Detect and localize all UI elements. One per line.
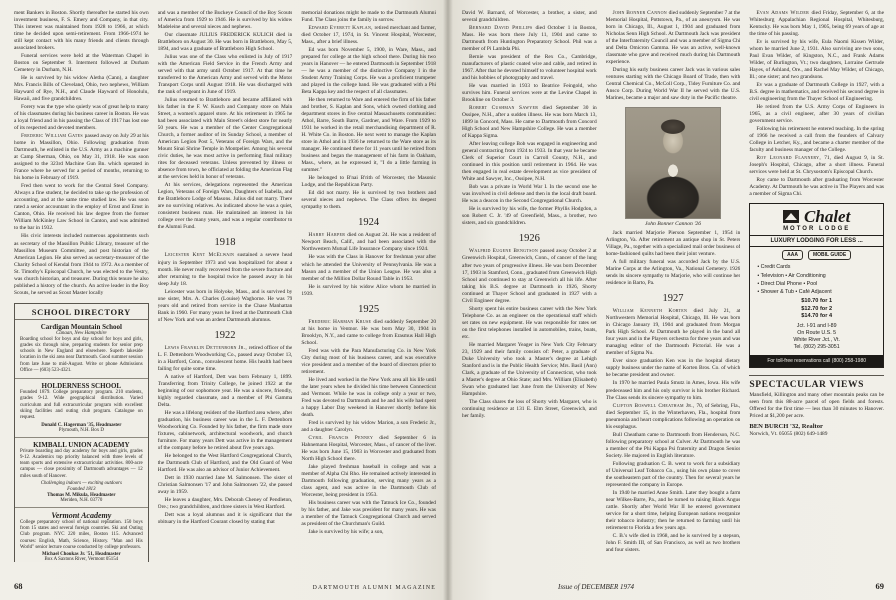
deceased-name: Clifton Boswell Cheatham Jr.,: [612, 402, 697, 409]
amenity-item: • Television • Air Conditioning: [757, 272, 876, 280]
obituary-paragraph: ment Bankers in Boston. Shortly thereafter he started his own investment business, F. S. Emery and Company, in that city. This interest was maintained from 1928 to 1966, at which time he decided upon semi-retirement. From 1966-1974 he still kept contact with his many friends and clients through associated brokers.: [14, 10, 149, 52]
class-year-heading: 1922: [214, 329, 236, 341]
deceased-name: Robert Cushman Sawyer: [469, 105, 543, 112]
chalet-motor-lodge-ad: [749, 203, 884, 368]
headmaster-line: Thomas M. Mikula, Headmaster: [47, 492, 116, 498]
deceased-name: Walfrid Eugene Bengtson: [469, 248, 541, 255]
headmaster-line: Michael Choukas Jr. '51, Headmaster: [42, 552, 121, 558]
obituary-paragraph: Ed did not marry. He is survived by two brothers and several nieces and nephews. The Class offers its deepest sympathy to them.: [301, 190, 436, 211]
obituary-text-flow: [14, 10, 149, 297]
rate-line: $12.70 for 2: [801, 305, 833, 312]
obituary-paragraph: Frederic Harman Kruse died suddenly September 20 at his home in Ventnor. He was born May 30, 1904 in Brooklyn, N.Y., and came to college from Erasmus Hall High School.: [301, 318, 436, 346]
school-name: KIMBALL UNION ACADEMY: [33, 440, 130, 449]
school-ad-body: Founded 1879. College preparatory program. 210 students, grades 9-12. Wide geographical distribution. Varied curriculum and full extracurricular program with excellent skiing facilities and outing club program. Catalogue on request.: [20, 390, 143, 421]
class-year-heading: 1918: [214, 237, 236, 249]
school-directory-title: SCHOOL DIRECTORY: [15, 304, 148, 320]
mobil-guide-badge: MOBIL GUIDE: [808, 250, 851, 260]
school-ad-kimball-union: [15, 438, 148, 508]
location-line: On Route U.S. 5: [797, 330, 837, 336]
chalet-location: [750, 322, 883, 354]
school-name: Cardigan Mountain School: [40, 322, 122, 331]
portrait-caption: John Bonner Cannon '26: [644, 221, 702, 228]
obituary-paragraph: Ev is survived by his wife, Eula Naomi Kissen Wilder, whom he married June 2, 1931. Also surviving are two sons, Paul Evan Wilder, of Kingston, N.C., and Frank Adams Wilder, of Burlington, Vt.; two daughters, Lorraine Gertrude Hayes, of Ashland, Ore., and Rachel May Wilder, of Chicago, Ill.; one sister; and two grandsons.: [749, 39, 884, 81]
right-column-3: [749, 10, 884, 562]
views-ad-title: SPECTACULAR VIEWS: [749, 380, 864, 391]
obituary-paragraph: Walfrid Eugene Bengtson passed away October 2 at Greenwich Hospital, Greenwich, Conn., of cancer of the lung after two years of progressive illness. He was born December 17, 1903 in Stamford, Conn., graduated from Greenwich High School and continued to stay at Greenwich all his life. After taking his B.S. degree at Dartmouth in 1926, Shorty continued at Thayer School and graduated in 1927 with a Civil Engineer degree.: [462, 248, 597, 304]
deceased-name: Cyril Francis Penney: [308, 434, 380, 441]
obituary-paragraph: Shorty spent his entire business career with the New York Telephone Co. as an engineer on the operational staff which set rates on new equipment. He was responsible for rates set on the first telephones installed in automobiles, trains, boats, etc.: [462, 305, 597, 340]
obituary-paragraph: He was with the Class in Hanover for freshman year after which he attended the University of Pennsylvania. He was a Mason and a member of the Union League. He was also a member of the Million Dollar Round Table in 1953.: [301, 254, 436, 282]
obituary-paragraph: He married Margaret Yeager in New York City February 23, 1929 and their family consists of: Peter, a graduate of Duke University who took a Master's degree at Lehigh Stanford and is in the Public Health Service; Mrs. Basil (Ann) Clark, a graduate of the University of Connecticut, who took a Master's degree at Ohio State; and Mrs. William (Elisabeth) Swan who graduated last June from the University of New Hampshire.: [462, 341, 597, 397]
school-address-line: Meriden, N.H. 03770: [60, 497, 103, 503]
obituary-paragraph: Our classmate JULIUS FREDERICK KULICH died in Brattleboro on August 30. He was born in Brattleboro, May 5, 1894, and was a graduate of Brattleboro High School.: [157, 32, 293, 53]
obituary-text-flow: [606, 10, 741, 102]
right-column-1: [462, 10, 597, 562]
obituary-paragraph: Lewis Franklin Dettenborn Jr., retired officer of the L. F. Dettenborn Woodworking Co., passed away October 13, in a Hartford, Conn., convalescent home. His health had been failing for quite some time.: [157, 344, 293, 372]
deceased-name: Roy Leonard Flannery,: [756, 155, 825, 162]
left-page-footer: [14, 581, 436, 591]
school-ad-founded-line: Founded 1813: [67, 486, 96, 492]
aaa-badge: AAA: [782, 250, 803, 260]
views-ad-body: Mansfield, Killington and many other mountain peaks can be seen from this 88-acre parcel of open fields and forests. Offered for the first time — less than 30 minutes to Hanover. Priced at $1,200 per acre.: [749, 392, 884, 420]
deceased-name: Evan Adams Wilder: [756, 10, 812, 16]
obituary-paragraph: Julius was one of the Class who enlisted in July of 1917 with the American Field Service in the French Army and served with that army until October 1917. At that time he transferred to the American Army and served with the Motor Transport Corps until August 1918. He was discharged with the rank of sergeant in June of 1919.: [157, 54, 293, 96]
deceased-name: Harry Harper: [308, 232, 348, 239]
obituary-paragraph: Edward Everett Kaplan, retired merchant and farmer, died October 17, 1974, in St. Vincent Hospital, Worcester, Mass., after a brief illness.: [301, 25, 436, 46]
magazine-name: DARTMOUTH ALUMNI MAGAZINE: [312, 585, 436, 591]
obituary-paragraph: Harry Harper died on August 24. He was a resident of Newport Beach, Calif., and had been associated with the Northwestern Mutual Life Insurance Company since 1924.: [301, 232, 436, 253]
school-name: Vermont Academy: [51, 510, 112, 520]
left-column-3: [301, 10, 436, 562]
deceased-name: Leicester Kent McElwain: [164, 252, 238, 259]
class-year-heading: 1925: [358, 303, 380, 315]
school-ad-body: Boarding school for boys and day school for boys and girls, grades six through nine, preparing students for senior prep schools in New England and elsewhere. Superb lakeside location in the ski area near Dartmouth. Good summer session from late June to mid-August. Write or phone Admissions Office — (603) 523-4321.: [20, 336, 143, 373]
obituary-paragraph: Roy Leonard Flannery, 71, died August 9, in St. Joseph's Hospital, Chicago, after a short illness. Funeral services were held at St. Chrysostom's Episcopal Church.: [749, 155, 884, 176]
obituary-paragraph: Jake is survived by his wife; a son,: [308, 529, 384, 536]
obituary-paragraph: He is survived by his wife, the former Phyllis Hodgdon, a son Robert C. Jr. '49 of Greenfield, Mass., a brother, two sisters, and six grandchildren.: [462, 206, 597, 227]
obituary-paragraph: Jake played freshman baseball in college and was a member of Alpha Chi Rho. He remained actively interested in Dartmouth following graduation, serving many years as a class agent, and was active in the Dartmouth Club of Worcester, being president in 1953.: [301, 463, 436, 498]
location-line: Jct. I-91 and I-89: [796, 322, 837, 329]
obituary-paragraph: memorial donations might be made to the Dartmouth Alumni Fund. The Class joins the family in sorrow.: [301, 10, 436, 24]
obituary-paragraph: Fred was with the Para Manufacturing Co. in New York City during most of his business career, and was executive vice president and a member of the board of directors prior to retirement.: [301, 347, 436, 375]
obituary-paragraph: Bob was a private in World War I. In the second one he was involved in civil defense and then in the local draft board. He was a deacon in the Second Congregational Church.: [462, 184, 597, 205]
school-directory-ad: [14, 303, 149, 562]
page-right: [448, 0, 896, 600]
portrait-figure: [625, 107, 721, 227]
right-page-columns: [462, 10, 884, 562]
obituary-paragraph: Leicester Kent McElwain sustained a severe head injury in September 1973 and was hospitalized for about a month. He never really recovered from the severe fracture and after returning to the hospital twice he passed away in his sleep July 18.: [157, 252, 293, 287]
obituary-paragraph: He then returned to Ware and entered the firm of his father and brother, S. Kaplan and Sons, which owned clothing and department stores in five central Massachusetts communities: Athol, Barre, South Barre, Gardner, and Ware. From 1929 to 1931 he worked in the retail merchandising department of R. H. White Co. in Boston. He next went to manage the Kaplan store in Athol and in 1936 he returned to the Ware store as its manager. He continued there for 11 years until he retired from business and began the management of his farm in Oakham, Mass., where, as he expressed it, "I do a little farming in summer.": [301, 97, 436, 174]
obituary-paragraph: Robert Cushman Sawyer died September 30 in Ossipee, N.H., after a sudden illness. He was born March 13, 1899 in Concord, Mass. He came to Dartmouth from Concord High School and New Hampshire College. He was a member of Kappa Sigma.: [462, 105, 597, 140]
obituary-paragraph: Ever since graduation Ken was in the hospital dietary supply business under the name of Korten Bros. Co. of which he became president and owner.: [605, 358, 741, 379]
obituary-paragraph: Leicester was born in Holyoke, Mass., and is survived by one sister, Mrs. A. Charles (Louise) Waghorne. He was 79 years old and retired from service in the Chase Manhattan Bank in 1960. For many years he lived at the Dartmouth Club of New York and was an ardent Dartmouth alumnus.: [157, 288, 293, 323]
realtor-address: Norwich, Vt. 05055: [749, 431, 793, 438]
obituary-paragraph: Ev was a graduate of Dartmouth College in 1927, with a B.S. degree in mathematics, and received his second degree in civil engineering from the Thayer School of Engineering.: [749, 82, 884, 103]
obituary-paragraph: Following his retirement he entered teaching. In the spring of 1966 he received a call from the founders of Calvary College in Letcher, Ky., and became a charter member of the faculty and business manager of the College.: [749, 126, 884, 154]
obituary-paragraph: Ed was born November 5, 1900, in Ware, Mass., and prepared for college at the high school there. During his two years in Hanover — he entered Dartmouth in September 1918 — he was a member of the distinctive Company I in the Student Army Training Corps. He was a proficient trumpeter and played in the college band. He was graduated with a Phi Beta Kappa key and the respect of all classmates.: [301, 47, 436, 96]
obituary-paragraph: William Kenneth Korten died July 21, at Northwestern Memorial Hospital, Chicago, Ill. He was born in Chicago January 19, 1904 and graduated from Morgan Park High School. At Dartmouth he played in the band all four years and in the Players orchestra for three years and was managing editor of the Dartmouth Pictorial. He was a member of Sigma Nu.: [605, 308, 741, 357]
school-location: Canaan, New Hampshire: [56, 330, 107, 336]
deceased-name: Bernard David Phillips: [469, 25, 536, 32]
deceased-name: Frederic William Gates: [21, 133, 85, 140]
obituary-paragraph: A native of Hartford, Dett was born February 1, 1899. Transferring from Trinity College, he joined 1922 at the beginning of our sophomore year. He was a sincere, friendly, highly regarded classmate, and a member of Phi Gamma Delta.: [157, 373, 293, 408]
realtor-name: BEN BURCH '32, Realtor: [749, 423, 823, 431]
obituary-paragraph: Julius returned to Brattleboro and became affiliated with his father in the F. W. Kusch and Company store on Main Street, a women's apparel store. At his retirement in 1965 he had been associated with Main Street's oldest store for nearly 50 years. He was a member of the Center Congregational Church, a former auditor of its Sunday School, a member of American Legion Post 5, Veterans of Foreign Wars, and the Mount Sinai Shrine Temple in Montpelier. Among his several civic duties, he was most active in performing final military rites for deceased veterans. Unless prevented by illness or absence from town, he officiated at folding the American Flag at the services held in honor of veterans.: [157, 97, 293, 181]
rate-line: $14.70 for 4: [801, 313, 833, 320]
obituary-paragraph: Evan Adams Wilder died Friday, September 6, at the Whitesburg Appalachian Regional Hospital, Whitesburg, Kentucky. He was born May 1, 1905, being 69 years of age at the time of his passing.: [749, 10, 884, 38]
deceased-name: John Bonner Cannon: [612, 10, 669, 16]
deceased-name: Frederic Harman Kruse: [308, 318, 374, 325]
obituary-text-flow: [749, 10, 884, 198]
class-year-heading: 1926: [518, 233, 540, 245]
class-year-heading: 1924: [358, 217, 380, 229]
spectacular-views-ad: [749, 375, 884, 437]
chalet-house-icon: [783, 210, 799, 223]
page-number-left: 68: [14, 581, 23, 591]
obituary-paragraph: During his early business career Jack was in various sales ventures starting with the Chicago Board of Trade, then with Central Chemical Co., McColl Corp., Tidey Furniture Co. and Ansco Corp. During World War II he served with the U.S. Marines, became a major and saw duty in the Pacific theatre.: [605, 67, 741, 102]
realtor-contact: [749, 431, 884, 437]
right-column-2: [606, 10, 741, 562]
chalet-badges: [750, 247, 883, 261]
obituary-paragraph: He was a lifelong resident of the Hartford area where, after graduation, his business career was in the L. F. Dettenborn Woodworking Co. Founded by his father, the firm made store fixtures, cabinetwork, architectural woodwork, and church furniture. For many years Dett was active in the management of the company before he retired about five years ago.: [157, 409, 293, 451]
obituary-paragraph: In 1940 he married Anne Smith. Later they bought a farm near Wilkes-Barre, Pa., and he turned to raising Black Angus cattle. Shortly after World War II he entered government service for a short time, helping European nations reorganize their tobacco industry; then he returned to farming until his retirement to Florida a few years ago.: [605, 489, 741, 531]
obituary-paragraph: Cyril Francis Penney died September 6 in Hahnemann Hospital, Worcester, Mass., of cancer of the liver. He was born June 15, 1903 in Worcester and graduated from North High School there.: [301, 434, 436, 462]
obituary-paragraph: He retired from the U.S. Army Corps of Engineers in 1965, as a civil engineer, after 30 years of civilian government service.: [749, 104, 884, 125]
obituary-paragraph: Funeral services were held at the Waterman Chapel in Boston on September 9. Interment followed at Durham Cemetery in Durham, N.H.: [14, 53, 149, 74]
amenity-item: • Credit Cards: [757, 263, 876, 271]
class-year-heading: 1927: [662, 293, 684, 305]
deceased-name: William Kenneth Korten: [612, 308, 694, 315]
tollfree-banner: For toll-free reservations call (800) 258-1980: [750, 355, 883, 367]
amenity-item: • Direct Dial Phone • Pool: [757, 280, 876, 288]
chalet-rates: [750, 297, 883, 322]
obituary-paragraph: He is survived by his widow Aletha (Cann), a daughter Mrs. Francis Bills of Cleveland, Ohio, two nephews, William Hayward of Rye, N.H., and Claude Hayward of Honolulu, Hawaii, and five grandchildren.: [14, 75, 149, 103]
obituary-paragraph: A full military funeral was accorded Jack by the U.S. Marine Corps at the Arlington, Va., National Cemetery. 1926 sends its sincere sympathy to Marjorie, who will continue her residence in Barto, Pa.: [605, 259, 741, 287]
left-column-1: [14, 10, 149, 562]
obituary-paragraph: Clifton Boswell Cheatham Jr., 70, of Sebring, Fla., died September 15, in the Winterhaven, Fla., hospital from pneumonia and heart complications following an operation on his esophagus.: [605, 402, 741, 430]
obituary-paragraph: He leaves a daughter, Mrs. Deborah Cheney of Pendleton, Ore.; two grandchildren, and three sisters in West Hartford.: [157, 496, 293, 510]
obituary-text-flow: [606, 230, 741, 554]
obituary-paragraph: Jack married Marjorie Pierson September 1, 1954 in Arlington, Va. After retirement an antique shop in St. Peters Village, Pa., together with a specialized mail order business of home-fashioned quilts had been their joint venture.: [605, 230, 741, 258]
obituary-paragraph: Roy came to Dartmouth after graduating from Worcester Academy. At Dartmouth he was active in The Players and was a member of Sigma Chi.: [749, 177, 884, 198]
obituary-paragraph: Bull Cheatham came to Dartmouth from Henderson, N.C. following preparatory school at Culver. At Dartmouth he was a member of the Phi Kappa Psi fraternity and Dragon Senior Society. He majored in English literature.: [605, 431, 741, 459]
deceased-name: Edward Everett Kaplan,: [308, 25, 375, 32]
obituary-paragraph: He belonged to B'nai B'rith of Worcester, the Masonic Lodge, and the Republican Party.: [301, 175, 436, 189]
obituary-paragraph: David W. Barnard, of Worcester, a brother, a sister, and several grandchildren.: [462, 10, 597, 24]
issue-line: Issue of DECEMBER 1974: [558, 583, 635, 591]
obituary-paragraph: Bernard David Phillips died October 1 in Boston, Mass. He was born there July 11, 1904 and came to Dartmouth from Huntington Preparatory School. Phil was a member of Pi Lambda Phi.: [462, 25, 597, 53]
school-ad-holderness: [15, 379, 148, 437]
cannon-portrait-photo: [625, 107, 721, 219]
obituary-paragraph: Fred is survived by his widow Marion, a son Frederic Jr., and a daughter Carolyn.: [301, 419, 436, 433]
school-ad-cardigan-mountain: [15, 320, 148, 380]
left-column-2: [158, 10, 293, 562]
page-number-right: 69: [875, 581, 884, 591]
right-page-footer: [462, 581, 884, 591]
obituary-paragraph: The Class shares the loss of Shorty with Margaret, who is continuing residence at 131 E. Elm Street, Greenwich, and her family.: [462, 398, 597, 419]
rate-line: $10.70 for 1: [801, 298, 833, 305]
realtor-phone: (802) 649-1489: [793, 431, 828, 438]
location-line: White River Jct., Vt.: [793, 337, 840, 344]
school-name: HOLDERNESS SCHOOL: [41, 382, 122, 391]
obituary-paragraph: Fred then went to work for the Central Steel Company. Always a fine student, he decided to take up the profession of accounting, and at the same time studied law. He was soon rated a senior accountant in the employ of Ernst and Ernst in Canton, Ohio. He received his law degree from the former William McKinley Law School in Canton, and was admitted to the bar in 1932.: [14, 183, 149, 232]
school-ad-body: College preparatory school of national reputation. 150 boys from 15 states and several foreign countries. Ski and Outing Club program. NYC 220 miles, Boston 115. Advanced courses: English, Math, Science, History. "Man and His World" senior lecture course conducted by college professors.: [20, 519, 143, 550]
headmaster-line: Donald C. Hagerman '35, Headmaster: [41, 422, 122, 428]
obituary-paragraph: John Bonner Cannon died suddenly September 7 at the Memorial Hospital, Pottstown, Pa., of an aneurysm. He was born in Chicago, Ill., August 1, 1904 and graduated from Nicholas Senn High School. At Dartmouth Jack was president of the Interfraternity Council and was a member of Sigma Chi and Delta Omicron Gamma. He was an active, well-known classmate who gave and received much during his Dartmouth experience.: [605, 10, 741, 66]
chalet-brand-suffix: MOTOR LODGE: [783, 226, 851, 233]
obituary-paragraph: His civic interests included numerous appointments such as secretary of the Massillon Public Library, treasurer of the Massillon Museum Committee, and post historian of the American Legion. He also served as secretary-treasurer of the Charity School of Kendal from 1944 to 1972. As a member of St. Timothy's Episcopal Church, he was elected to the Vestry, was church historian, and treasurer. During this tenure he also published a history of the church. An active leader in the Boy Scouts, he served as Scout Master locally: [14, 233, 149, 296]
school-ad-slogan: Challenging indoors — exciting outdoors: [40, 480, 122, 486]
obituary-paragraph: He belonged to the West Hartford Congregational Church, the Dartmouth Club of Hartford, and the Old Guard of West Hartford. He was also an advisor of Junior Achievement.: [157, 452, 293, 473]
school-ad-vermont-academy: [15, 508, 148, 562]
school-ad-body: Private boarding and day academy for boys and girls, grades 9-12. Academics top priority balanced with three levels of team sports and extensive extracurricular activities. 800-acre campus — close proximity of Dartmouth advantages — 12 miles south of Hanover.: [20, 448, 143, 479]
obituary-paragraph: He was married in 1933 to Beatrice Feingold, who survives him. Funeral services were at the Levine Chapel in Brookline on October 3.: [462, 83, 597, 104]
chalet-logo: [750, 204, 883, 225]
obituary-paragraph: Forery was the type who quietly was of great help to many of his classmates during his business career in Boston. He was a loyal friend and in his passing the Class of 1917 has lost one of its respected and devoted members.: [14, 104, 149, 132]
obituary-paragraph: Dett was a loyal alumnus and it is significant that the obituary in the Hartford Courant closed by stating that: [157, 512, 293, 526]
obituary-paragraph: and was a member of the Buckeye Council of the Boy Scouts of America from 1929 to 1946. He is survived by his widow Madeleine and several nieces and nephews.: [157, 10, 293, 31]
chalet-tagline: LUXURY LODGING FOR LESS ...: [750, 235, 883, 247]
obituary-paragraph: At his services, delegations represented the American Legion, Veterans of Foreign Wars, Daughters of Isabella, and the Brattleboro Lodge of Masons. Julius did not marry. There are no surviving relatives. As indicated above he was a quiet, consistent business man. He maintained an interest in his college over the many years, and was a regular contributor to the Alumni Fund.: [157, 182, 293, 231]
left-page-columns: [14, 10, 436, 562]
obituary-paragraph: After leaving college Bob was engaged in engineering and general contracting from 1924 to 1933. In that year he became Clerk of Superior Court in Carroll County, N.H., and continued in this position until retirement in 1964. He was then engaged in real estate development as vice president of White and Sawyer, Inc., Ossipee, N.H.: [462, 141, 597, 183]
obituary-paragraph: Frederic William Gates passed away on July 29 at his home in Massillon, Ohio. Following graduation from Dartmouth, he enlisted in the U.S. Army as a machine gunner at Camp Sherman, Ohio, on May 31, 1918. He was soon assigned to the 323rd Machine Gun Bn. which operated in France where he served for a period of months, returning to his home in February of 1919.: [14, 133, 149, 182]
obituary-paragraph: His business career was with the Tatnuck Ice Co., founded by his father, and Jake was president for many years. He was a member of the Tatnuck Congregational Church and served as president of the Churchman's Guild.: [301, 499, 436, 528]
obituary-paragraph: Dett in 1930 married Jane M. Salmonsen. The sister of Christian Salmonsen '17 and John Salmonsen '22, she passed away in 1959.: [157, 474, 293, 495]
deceased-name: Lewis Franklin Dettenborn Jr.,: [164, 344, 249, 351]
school-address-line: Plymouth, N.H. Box D: [58, 427, 104, 433]
obituary-paragraph: Following graduation C. B. went to work for a subsidiary of Universal Leaf Tobacco Co., using his own plane to cover the southeastern part of the country. Then for several years he represented the company in Europe.: [605, 460, 741, 488]
obituary-paragraph: He is survived by his widow Alice whom he married in 1939.: [301, 283, 436, 297]
obituary-paragraph: Bernie was president of the Rex Co., Cambridge, manufacturers of plastic coated wire and cable, and retired in 1967. After that he devoted himself to volunteer hospital work and his hobbies of photography and travel.: [462, 54, 597, 82]
obituary-paragraph: In 1970 he married Paula Smutz in Ames, Iowa. His wife predeceased him and his only survivor is his brother Richard. The Class sends its sincere sympathy to him.: [605, 380, 741, 401]
chalet-amenities-list: [750, 261, 883, 297]
location-line: Tel. (802) 295-3051: [793, 344, 840, 351]
chalet-brand-name: Chalet: [804, 207, 851, 227]
obituary-paragraph: He lived and worked in the New York area all his life until the later years when he divided his time between Connecticut and Vermont. While he was in college only a year or two, Fred was devoted to Dartmouth and he and his wife had spent a happy Labor Day weekend in Hanover shortly before his death.: [301, 376, 436, 418]
obituary-paragraph: C. B.'s wife died in 1968, and he is survived by a stepson, John F. Smith III, of San Francisco, as well as two brothers and four sisters.: [605, 532, 741, 553]
amenity-item: • Shower & Tub • Café Adjacent: [757, 288, 876, 296]
school-address-line: Box A Saxtons River, Vermont 05154: [44, 557, 119, 562]
